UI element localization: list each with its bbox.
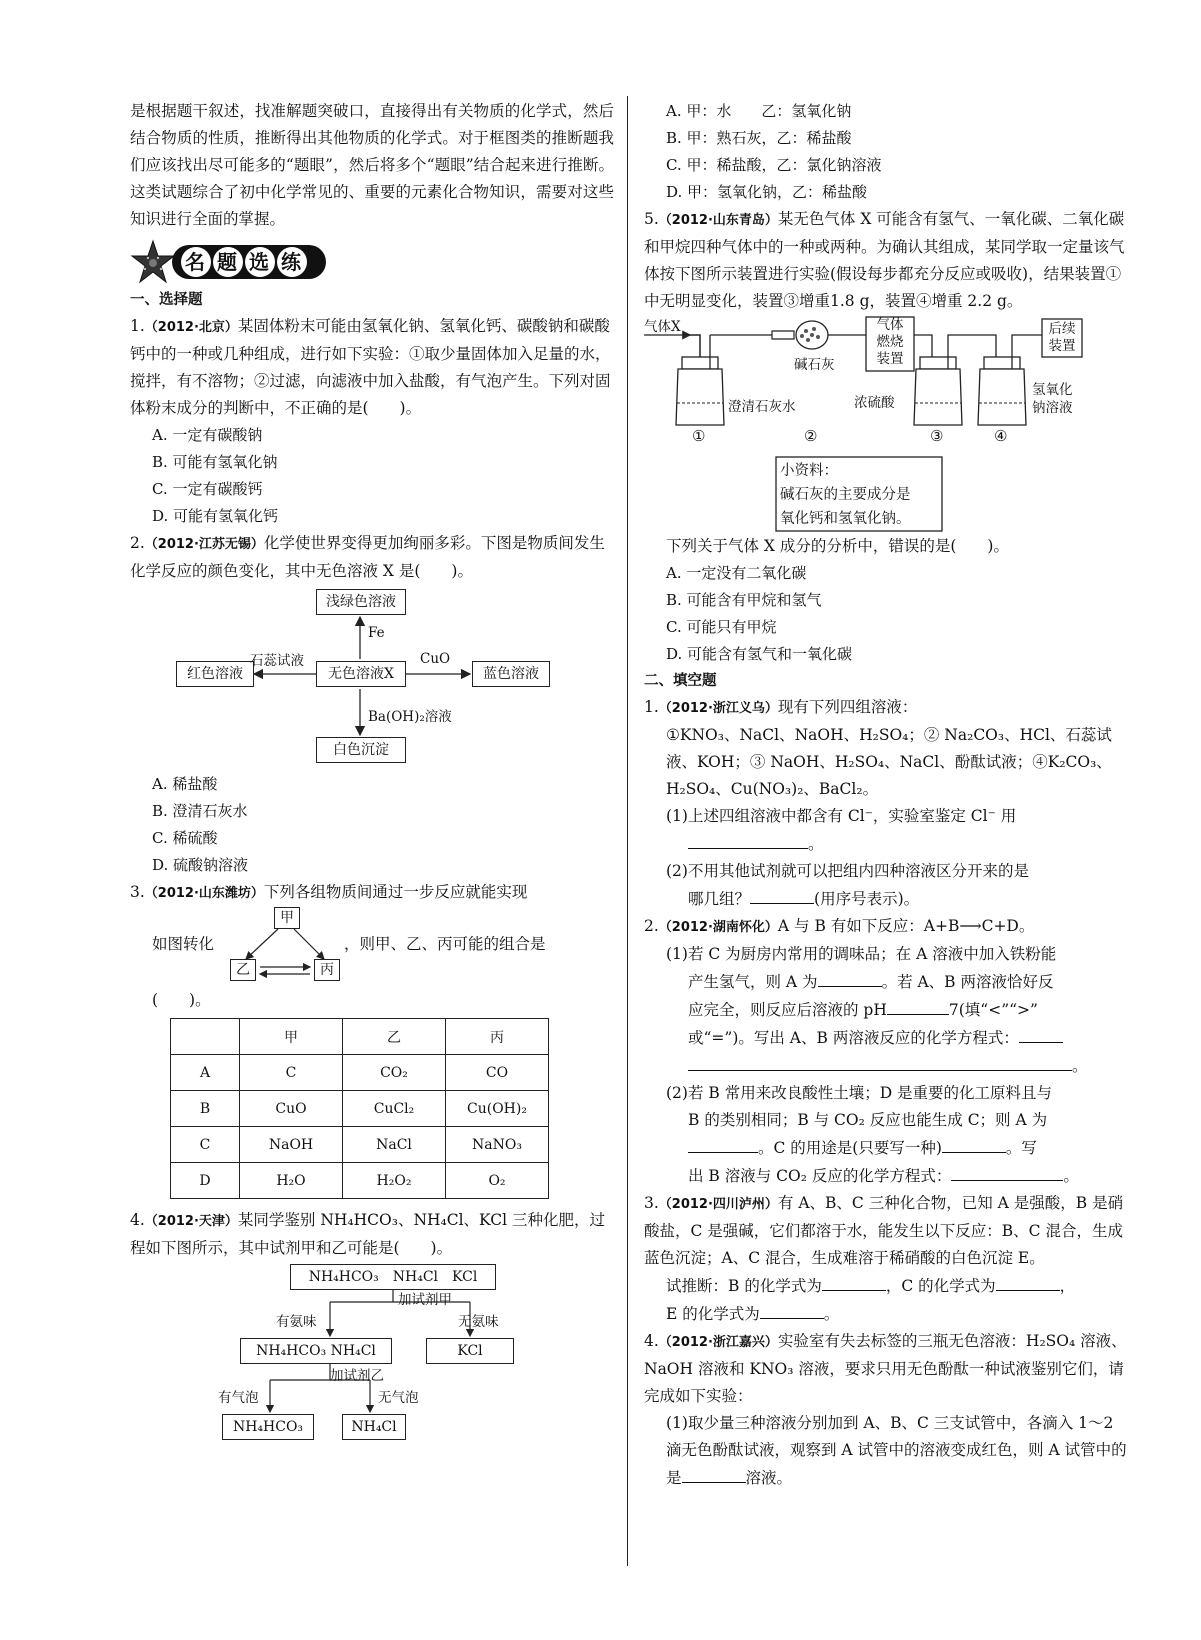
flow-label-ammonia: 有氨味: [276, 1314, 317, 1330]
label-litmus: 石蕊试液: [250, 653, 304, 669]
f1-part2b: 哪几组？ (用序号表示)。: [644, 885, 1128, 913]
answer-blank[interactable]: [822, 1272, 886, 1291]
f1-part1: (1)上述四组溶液中都含有 Cl⁻，实验室鉴定 Cl⁻ 用: [666, 807, 1017, 825]
label-baoh2: Ba(OH)₂溶液: [368, 709, 452, 725]
box-light-green: 浅绿色溶液: [316, 589, 406, 615]
label-soda-lime: 碱石灰: [794, 357, 835, 373]
f2-part2d: 出 B 溶液与 CO₂ 反应的化学方程式： 。: [644, 1162, 1128, 1190]
table-header-row: 甲 乙 丙: [171, 1019, 549, 1055]
tri-yi: 乙: [230, 959, 256, 981]
flow-label-no-ammonia: 无氨味: [458, 1314, 499, 1330]
label-num-1: ①: [692, 427, 706, 445]
q5-option-c: C. 可能只有甲烷: [666, 618, 777, 636]
label-naoh-solution: 氢氧化 钠溶液: [1032, 382, 1073, 416]
q1-option-b: B. 可能有氢氧化钠: [152, 453, 278, 471]
label-num-3: ③: [930, 427, 944, 445]
q5-option-d: D. 可能含有氢气和一氧化碳: [666, 645, 853, 663]
label-burner: 气体 燃烧 装置: [876, 317, 904, 367]
q4-option-b: B. 甲：熟石灰，乙：稀盐酸: [666, 129, 852, 147]
answer-blank[interactable]: [818, 968, 882, 987]
q1-option-d: D. 可能有氢氧化钙: [152, 507, 279, 525]
tri-bing: 丙: [314, 959, 340, 981]
flow-label-reagent-b: 加试剂乙: [330, 1368, 384, 1384]
q4-option-c: C. 甲：稀盐酸，乙：氯化钠溶液: [666, 156, 882, 174]
f2-part2c: 。C 的用途是(只要写一种) 。写: [644, 1134, 1128, 1162]
q5-option-a: A. 一定没有二氧化碳: [666, 564, 807, 582]
flow-label-reagent-a: 加试剂甲: [398, 1292, 452, 1308]
q2-option-d: D. 硫酸钠溶液: [152, 856, 249, 874]
f2-part2a: (2)若 B 常用来改良酸性土壤；D 是重要的化工原料且与: [666, 1084, 1053, 1102]
q1-option-a: A. 一定有碳酸钠: [152, 426, 263, 444]
left-column: [130, 98, 614, 1452]
q1-option-c: C. 一定有碳酸钙: [152, 480, 263, 498]
answer-blank[interactable]: [1019, 1024, 1063, 1043]
flow-box-kcl: KCl: [426, 1338, 514, 1364]
q4-option-a: A. 甲：水 乙：氢氧化钠: [666, 102, 852, 120]
section-banner: [130, 239, 614, 285]
fertilizer-flowchart: [130, 1262, 614, 1452]
f4-part1: (1)取少量三种溶液分别加到 A、B、C 三支试管中，各滴入 1～2 滴无色酚酞试液，观察到 A 试管中的溶液变成红色，则 A 试管中的是 溶液。: [666, 1414, 1127, 1487]
fill-question-3: 3.（2012·四川泸州）有 A、B、C 三种化合物，已知 A 是强酸，B 是硝酸盐，C 是强碱，它们都溶于水，能发生以下反应：B、C 混合，生成蓝色沉淀；A、C 混合，生成难溶于稀硝酸的白色沉淀 E。: [644, 1194, 1124, 1267]
question-5: 5.（2012·山东青岛）某无色气体 X 可能含有氢气、一氧化碳、二氧化碳和甲烷四种气体中的一种或两种。为确认其组成，某同学取一定量该气体按下图所示装置进行实验(假设每步都充分反应或吸收)，结果装置①中无明显变化，装置③增重1.8 g，装置④增重 2.2 g。: [644, 210, 1125, 310]
answer-blank[interactable]: [688, 830, 808, 849]
label-fe: Fe: [368, 625, 385, 641]
q3-table: [170, 1018, 549, 1199]
fill-question-1: 1.（2012·浙江义乌）现有下列四组溶液：: [644, 698, 918, 716]
flow-box-start: NH₄HCO₃ NH₄Cl KCl: [290, 1264, 496, 1290]
f3-answer-line1: 试推断：B 的化学式为 ，C 的化学式为 ，: [644, 1272, 1128, 1300]
section-heading-fill: 二、填空题: [644, 673, 717, 689]
q2-option-c: C. 稀硫酸: [152, 829, 218, 847]
q2-option-a: A. 稀盐酸: [152, 775, 218, 793]
f1-groups: ①KNO₃、NaCl、NaOH、H₂SO₄；② Na₂CO₃、HCl、石蕊试液、KOH；③ NaOH、H₂SO₄、NaCl、酚酞试液；④K₂CO₃、H₂SO₄、Cu(NO₃)₂、BaCl₂。: [666, 726, 1112, 798]
q2-option-b: B. 澄清石灰水: [152, 802, 248, 820]
apparatus-figure: [644, 315, 1128, 533]
label-conc-h2so4: 浓硫酸: [854, 395, 895, 411]
question-4: 4.（2012·天津）某同学鉴别 NH₄HCO₃、NH₄Cl、KCl 三种化肥，过程如下图所示，其中试剂甲和乙可能是( )。: [130, 1211, 605, 1257]
answer-blank[interactable]: [942, 1134, 1006, 1153]
starfish-icon: [130, 239, 176, 285]
banner-title: 名 题 选 练: [172, 245, 326, 279]
right-column: [644, 98, 1128, 1492]
flow-box-nh4hco3: NH₄HCO₃: [222, 1414, 314, 1440]
label-num-2: ②: [804, 427, 818, 445]
answer-blank[interactable]: [996, 1272, 1060, 1291]
f2-part1a: (1)若 C 为厨房内常用的调味品；在 A 溶液中加入铁粉能: [666, 945, 1057, 963]
note-box: 小资料： 碱石灰的主要成分是 氧化钙和氢氧化钠。: [780, 463, 911, 527]
tri-jia: 甲: [274, 907, 300, 929]
fill-question-4: 4.（2012·浙江嘉兴）实验室有失去标签的三瓶无色溶液：H₂SO₄ 溶液、NaOH 溶液和 KNO₃ 溶液，要求只用无色酚酞一种试液鉴别它们，请完成如下实验：: [644, 1332, 1127, 1405]
question-1: 1.（2012·北京）某固体粉末可能由氢氧化钠、氢氧化钙、碳酸钠和碳酸钙中的一种或几种组成，进行如下实验：①取少量固体加入足量的水，搅拌，有不溶物；②过滤，向滤液中加入盐酸，有气泡产生。下列对固体粉末成分的判断中，不正确的是( )。: [130, 317, 611, 417]
label-gas-x: 气体X: [644, 319, 681, 335]
f2-part2b: B 的类别相同；B 与 CO₂ 反应也能生成 C；则 A 为: [688, 1111, 1048, 1129]
question-3: 3.（2012·山东潍坊）下列各组物质间通过一步反应就能实现: [130, 883, 528, 901]
fill-question-2: 2.（2012·湖南怀化）A 与 B 有如下反应：A+B⟶C+D。: [644, 917, 1035, 935]
table-row: C NaOH NaCl NaNO₃: [171, 1127, 549, 1163]
box-white-precipitate: 白色沉淀: [316, 737, 406, 763]
box-colorless-x: 无色溶液X: [316, 661, 406, 687]
q3-figure-line: 如图转化 甲 乙 丙 ，则甲、乙、丙可能的组合是: [130, 907, 614, 987]
answer-blank[interactable]: [688, 1052, 1072, 1071]
f1-part2: (2)不用其他试剂就可以把组内四种溶液区分开来的是: [666, 862, 1029, 880]
intro-paragraph: 是根据题干叙述，找准解题突破口，直接得出有关物质的化学式，然后结合物质的性质，推断得出其他物质的化学式。对于框图类的推断题我们应该找出尽可能多的“题眼”，然后将多个“题眼”结合起来进行推断。这类试题综合了初中化学常见的、重要的元素化合物知识，需要对这些知识进行全面的掌握。: [130, 102, 614, 228]
q3-answer-bracket: ( )。: [152, 991, 211, 1009]
answer-blank[interactable]: [682, 1464, 746, 1483]
f2-part1e: 。: [644, 1052, 1128, 1080]
f2-part1b: 产生氢气，则 A 为 。若 A、B 两溶液恰好反: [644, 968, 1128, 996]
flow-box-ammonium: NH₄HCO₃ NH₄Cl: [240, 1338, 392, 1364]
column-divider: [627, 96, 628, 1566]
f1-part1-blank: 。: [644, 830, 1128, 858]
table-row: D H₂O H₂O₂ O₂: [171, 1163, 549, 1199]
answer-blank[interactable]: [688, 1134, 758, 1153]
q4-option-d: D. 甲：氢氧化钠，乙：稀盐酸: [666, 183, 868, 201]
table-row: B CuO CuCl₂ Cu(OH)₂: [171, 1091, 549, 1127]
section-heading-choice: 一、选择题: [130, 292, 203, 308]
answer-blank[interactable]: [760, 1300, 824, 1319]
label-later-device: 后续 装置: [1048, 321, 1076, 354]
f3-answer-line2: E 的化学式为 。: [644, 1300, 1128, 1328]
label-num-4: ④: [994, 427, 1008, 445]
label-cuo: CuO: [420, 651, 451, 667]
flow-box-nh4cl: NH₄Cl: [342, 1414, 406, 1440]
color-change-diagram: [130, 585, 614, 771]
q5-option-b: B. 可能含有甲烷和氢气: [666, 591, 822, 609]
label-limewater: 澄清石灰水: [728, 399, 796, 415]
f2-part1c: 应完全，则反应后溶液的 pH 7(填“<”“>”: [644, 996, 1128, 1024]
flow-label-no-bubbles: 无气泡: [378, 1390, 419, 1406]
table-row: A C CO₂ CO: [171, 1055, 549, 1091]
box-red: 红色溶液: [176, 661, 254, 687]
box-blue: 蓝色溶液: [472, 661, 550, 687]
answer-blank[interactable]: [887, 996, 949, 1015]
question-2: 2.（2012·江苏无锡）化学使世界变得更加绚丽多彩。下图是物质间发生化学反应的颜色变化，其中无色溶液 X 是( )。: [130, 534, 605, 580]
f2-part1d: 或“=”)。写出 A、B 两溶液反应的化学方程式：: [644, 1024, 1128, 1052]
q5-question: 下列关于气体 X 成分的分析中，错误的是( )。: [666, 537, 1009, 555]
answer-blank[interactable]: [750, 885, 814, 904]
answer-blank[interactable]: [951, 1162, 1063, 1181]
flow-label-bubbles: 有气泡: [218, 1390, 259, 1406]
